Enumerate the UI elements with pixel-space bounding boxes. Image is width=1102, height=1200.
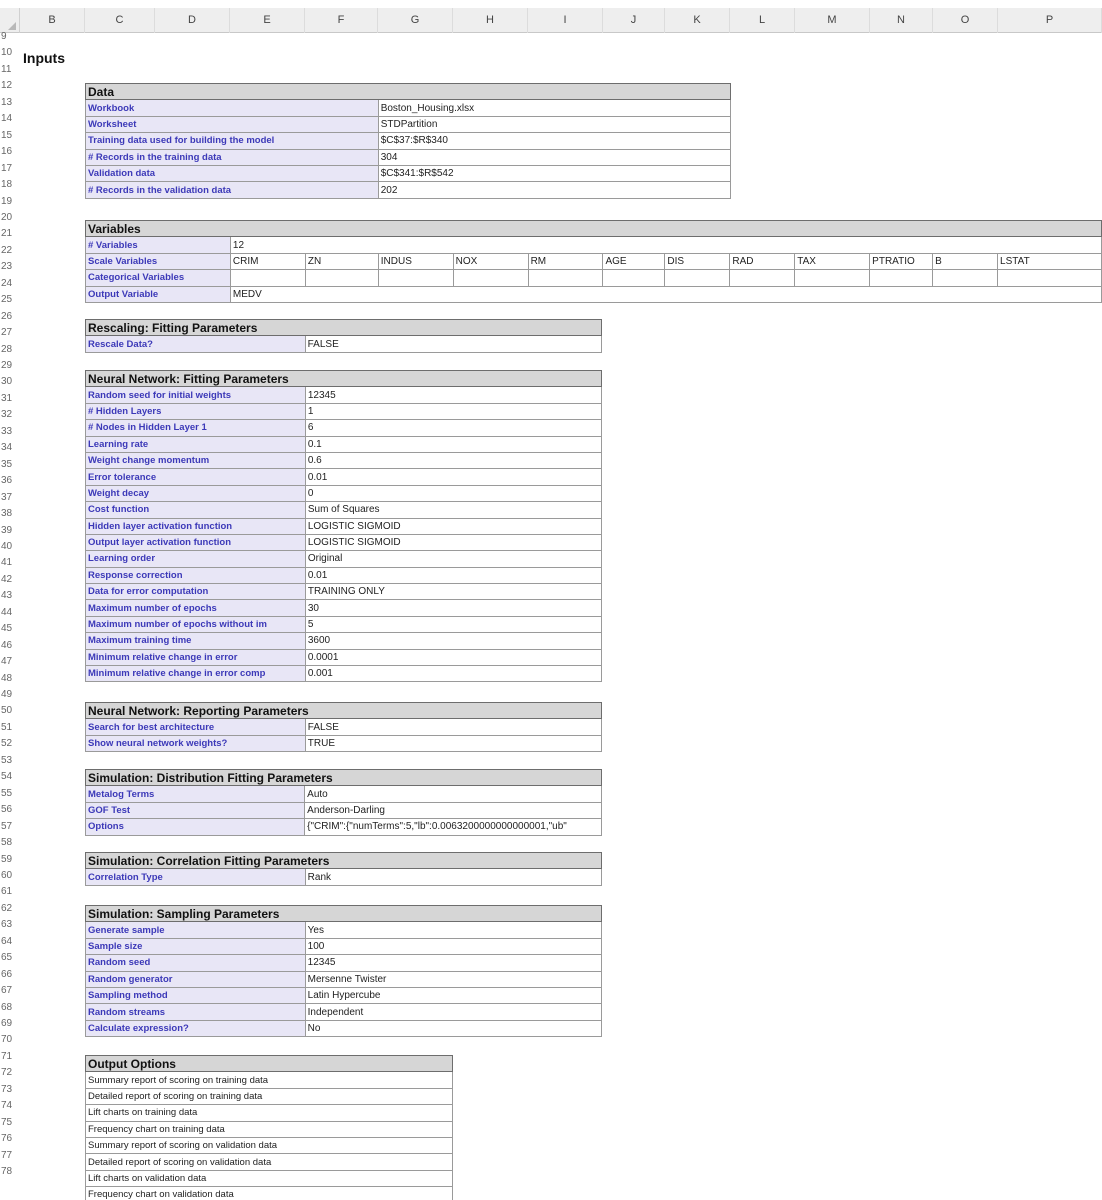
section-header: Simulation: Distribution Fitting Parameters <box>86 770 602 786</box>
row-number[interactable]: 76 <box>1 1133 13 1145</box>
param-value[interactable]: $C$341:$R$542 <box>378 165 730 181</box>
param-label[interactable]: Weight decay <box>86 485 306 501</box>
param-label[interactable]: Random seed <box>86 955 306 971</box>
row-number[interactable]: 21 <box>1 228 13 240</box>
param-label[interactable]: Sample size <box>86 938 306 954</box>
empty-cell[interactable] <box>870 270 933 286</box>
row-number[interactable]: 42 <box>1 573 13 585</box>
row-number[interactable]: 41 <box>1 557 13 569</box>
param-value[interactable]: 0.01 <box>305 567 601 583</box>
param-value[interactable]: 1 <box>305 403 601 419</box>
row-number[interactable]: 72 <box>1 1067 13 1079</box>
row-number[interactable]: 74 <box>1 1100 13 1112</box>
empty-cell[interactable] <box>305 270 378 286</box>
param-value[interactable]: 12345 <box>305 387 601 403</box>
empty-cell[interactable] <box>795 270 870 286</box>
row-header-bar <box>0 33 20 1200</box>
param-label[interactable]: Hidden layer activation function <box>86 518 306 534</box>
output-option-item[interactable]: Summary report of scoring on validation data <box>86 1137 453 1153</box>
param-value[interactable]: Mersenne Twister <box>305 971 601 987</box>
row-number[interactable]: 77 <box>1 1149 13 1161</box>
row-number[interactable]: 15 <box>1 129 13 141</box>
row-number[interactable]: 62 <box>1 902 13 914</box>
output-option-item[interactable]: Summary report of scoring on training data <box>86 1072 453 1088</box>
row-number[interactable]: 65 <box>1 952 13 964</box>
param-label[interactable]: Data for error computation <box>86 584 306 600</box>
param-value[interactable]: FALSE <box>305 336 601 352</box>
row-number[interactable]: 51 <box>1 721 13 733</box>
output-option-item[interactable]: Lift charts on training data <box>86 1105 453 1121</box>
param-label[interactable]: Metalog Terms <box>86 786 305 802</box>
param-label[interactable]: Random generator <box>86 971 306 987</box>
row-number[interactable]: 27 <box>1 327 13 339</box>
param-value[interactable]: No <box>305 1020 601 1036</box>
row-number[interactable]: 9 <box>1 31 7 42</box>
column-header-k[interactable]: K <box>665 8 730 33</box>
row-number[interactable]: 12 <box>1 80 13 92</box>
param-value[interactable]: 5 <box>305 616 601 632</box>
param-value[interactable]: $C$37:$R$340 <box>378 133 730 149</box>
row-number[interactable]: 73 <box>1 1083 13 1095</box>
row-number[interactable]: 53 <box>1 754 13 766</box>
param-value[interactable]: 30 <box>305 600 601 616</box>
param-label[interactable]: Maximum number of epochs <box>86 600 306 616</box>
param-label[interactable]: Worksheet <box>86 116 379 132</box>
param-label[interactable]: Validation data <box>86 165 379 181</box>
param-label[interactable]: Learning rate <box>86 436 306 452</box>
row-number[interactable]: 37 <box>1 491 13 503</box>
nn-fitting-table <box>85 370 602 682</box>
param-label[interactable]: Random streams <box>86 1004 306 1020</box>
param-label[interactable]: # Variables <box>86 237 231 253</box>
variable-cell[interactable]: B <box>933 253 998 269</box>
row-number[interactable]: 10 <box>1 47 13 59</box>
param-label[interactable]: Workbook <box>86 100 379 116</box>
row-number[interactable]: 26 <box>1 310 13 322</box>
row-number[interactable]: 11 <box>1 63 12 75</box>
param-value[interactable]: MEDV <box>230 286 1101 302</box>
param-label[interactable]: Minimum relative change in error <box>86 649 306 665</box>
column-header-n[interactable]: N <box>870 8 933 33</box>
empty-cell[interactable] <box>730 270 795 286</box>
row-number[interactable]: 58 <box>1 837 13 849</box>
row-number[interactable]: 24 <box>1 277 13 289</box>
column-header-b[interactable]: B <box>20 8 85 33</box>
variable-cell[interactable]: LSTAT <box>998 253 1102 269</box>
param-label[interactable]: Maximum training time <box>86 633 306 649</box>
sim-sampling-table <box>85 905 602 1037</box>
row-number[interactable]: 32 <box>1 409 13 421</box>
variable-cell[interactable]: ZN <box>305 253 378 269</box>
param-label[interactable]: Cost function <box>86 502 306 518</box>
section-header: Data <box>86 84 731 100</box>
sim-distribution-table <box>85 769 602 836</box>
param-label[interactable]: Scale Variables <box>86 253 231 269</box>
param-value[interactable]: Latin Hypercube <box>305 987 601 1003</box>
worksheet-grid <box>20 33 1102 1200</box>
row-number[interactable]: 33 <box>1 425 13 437</box>
column-header-g[interactable]: G <box>378 8 453 33</box>
column-header-d[interactable]: D <box>155 8 230 33</box>
param-value[interactable]: 0.1 <box>305 436 601 452</box>
column-header-c[interactable]: C <box>85 8 155 33</box>
row-number[interactable]: 36 <box>1 475 13 487</box>
row-number[interactable]: 54 <box>1 771 13 783</box>
row-number[interactable]: 30 <box>1 376 13 388</box>
param-value[interactable]: FALSE <box>305 719 601 735</box>
output-options-table <box>85 1055 453 1200</box>
variable-cell[interactable]: DIS <box>665 253 730 269</box>
column-header-j[interactable]: J <box>603 8 665 33</box>
param-value[interactable]: 202 <box>378 182 730 198</box>
variable-cell[interactable]: AGE <box>603 253 665 269</box>
row-number[interactable]: 25 <box>1 294 13 306</box>
column-header-l[interactable]: L <box>730 8 795 33</box>
row-number[interactable]: 61 <box>1 886 13 898</box>
nn-reporting-table <box>85 702 602 752</box>
row-number[interactable]: 47 <box>1 656 13 668</box>
param-value[interactable]: 100 <box>305 938 601 954</box>
variables-table <box>85 220 1102 303</box>
param-value[interactable]: TRAINING ONLY <box>305 584 601 600</box>
row-number[interactable]: 50 <box>1 705 13 717</box>
section-header: Neural Network: Fitting Parameters <box>86 371 602 387</box>
param-label[interactable]: # Nodes in Hidden Layer 1 <box>86 420 306 436</box>
column-header-h[interactable]: H <box>453 8 528 33</box>
row-number[interactable]: 14 <box>1 113 13 125</box>
param-label[interactable]: Random seed for initial weights <box>86 387 306 403</box>
param-value[interactable]: 304 <box>378 149 730 165</box>
row-number[interactable]: 71 <box>1 1050 13 1062</box>
row-number[interactable]: 40 <box>1 540 13 552</box>
empty-cell[interactable] <box>230 270 305 286</box>
row-number[interactable]: 29 <box>1 360 13 371</box>
param-label[interactable]: Learning order <box>86 551 306 567</box>
param-value[interactable]: 0.0001 <box>305 649 601 665</box>
row-number[interactable]: 43 <box>1 590 13 602</box>
param-value[interactable]: 12 <box>230 237 1101 253</box>
row-number[interactable]: 35 <box>1 458 13 470</box>
param-value[interactable]: Boston_Housing.xlsx <box>378 100 730 116</box>
param-value[interactable]: 0.001 <box>305 666 601 682</box>
row-number[interactable]: 23 <box>1 261 13 273</box>
output-option-item[interactable]: Frequency chart on training data <box>86 1121 453 1137</box>
param-label[interactable]: # Hidden Layers <box>86 403 306 419</box>
column-header-m[interactable]: M <box>795 8 870 33</box>
empty-cell[interactable] <box>998 270 1102 286</box>
data-table <box>85 83 731 199</box>
output-option-item[interactable]: Frequency chart on validation data <box>86 1187 453 1200</box>
param-value[interactable]: TRUE <box>305 735 601 751</box>
variable-cell[interactable]: RAD <box>730 253 795 269</box>
param-value[interactable]: LOGISTIC SIGMOID <box>305 518 601 534</box>
column-header-o[interactable]: O <box>933 8 998 33</box>
param-label[interactable]: Categorical Variables <box>86 270 231 286</box>
variable-cell[interactable]: TAX <box>795 253 870 269</box>
row-number[interactable]: 52 <box>1 738 13 750</box>
rescaling-table <box>85 319 602 353</box>
param-value[interactable]: 0.6 <box>305 452 601 468</box>
row-number[interactable]: 78 <box>1 1166 13 1178</box>
row-number[interactable]: 59 <box>1 853 13 865</box>
param-value[interactable]: 12345 <box>305 955 601 971</box>
param-label[interactable]: Rescale Data? <box>86 336 306 352</box>
output-option-item[interactable]: Detailed report of scoring on validation data <box>86 1154 453 1170</box>
row-number[interactable]: 22 <box>1 244 13 256</box>
param-value[interactable]: Original <box>305 551 601 567</box>
param-label[interactable]: Calculate expression? <box>86 1020 306 1036</box>
row-number[interactable]: 31 <box>1 392 13 404</box>
section-header: Output Options <box>86 1056 453 1072</box>
column-header-bar <box>0 8 1102 33</box>
empty-cell[interactable] <box>453 270 528 286</box>
row-number[interactable]: 13 <box>1 96 13 108</box>
page-title: Inputs <box>23 50 65 66</box>
row-number[interactable]: 57 <box>1 820 13 832</box>
param-label[interactable]: Training data used for building the model <box>86 133 379 149</box>
param-value[interactable]: Yes <box>305 922 601 938</box>
empty-cell[interactable] <box>528 270 603 286</box>
param-label[interactable]: Response correction <box>86 567 306 583</box>
variable-cell[interactable]: INDUS <box>378 253 453 269</box>
empty-cell[interactable] <box>665 270 730 286</box>
row-number[interactable]: 67 <box>1 985 13 997</box>
row-number[interactable]: 69 <box>1 1018 13 1029</box>
row-number[interactable]: 48 <box>1 672 13 684</box>
param-value[interactable]: Auto <box>305 786 602 802</box>
sim-correlation-table <box>85 852 602 886</box>
param-label[interactable]: Sampling method <box>86 987 306 1003</box>
row-number[interactable]: 60 <box>1 869 13 881</box>
param-value[interactable]: 0 <box>305 485 601 501</box>
row-number[interactable]: 18 <box>1 179 13 191</box>
row-number[interactable]: 49 <box>1 689 13 700</box>
param-label[interactable]: Error tolerance <box>86 469 306 485</box>
section-header: Neural Network: Reporting Parameters <box>86 703 602 719</box>
column-header-p[interactable]: P <box>998 8 1102 33</box>
empty-cell[interactable] <box>378 270 453 286</box>
param-label[interactable]: Search for best architecture <box>86 719 306 735</box>
param-label[interactable]: Correlation Type <box>86 869 306 885</box>
row-number[interactable]: 45 <box>1 623 13 635</box>
param-label[interactable]: Output layer activation function <box>86 534 306 550</box>
row-number[interactable]: 68 <box>1 1001 13 1013</box>
variable-cell[interactable]: PTRATIO <box>870 253 933 269</box>
param-label[interactable]: Options <box>86 819 305 835</box>
param-value[interactable]: 3600 <box>305 633 601 649</box>
param-label[interactable]: # Records in the validation data <box>86 182 379 198</box>
row-number[interactable]: 16 <box>1 146 13 158</box>
column-header-i[interactable]: I <box>528 8 603 33</box>
row-number[interactable]: 28 <box>1 343 13 355</box>
row-number[interactable]: 34 <box>1 442 13 454</box>
row-number[interactable]: 20 <box>1 211 13 223</box>
row-number[interactable]: 19 <box>1 195 13 207</box>
param-label[interactable]: Minimum relative change in error comp <box>86 666 306 682</box>
param-label[interactable]: # Records in the training data <box>86 149 379 165</box>
row-number[interactable]: 38 <box>1 508 13 520</box>
row-number[interactable]: 55 <box>1 787 13 799</box>
column-header-e[interactable]: E <box>230 8 305 33</box>
row-number[interactable]: 44 <box>1 606 13 618</box>
param-value[interactable]: STDPartition <box>378 116 730 132</box>
param-label[interactable]: GOF Test <box>86 802 305 818</box>
param-value[interactable]: LOGISTIC SIGMOID <box>305 534 601 550</box>
param-value[interactable]: Sum of Squares <box>305 502 601 518</box>
variable-cell[interactable]: NOX <box>453 253 528 269</box>
row-number[interactable]: 46 <box>1 639 13 651</box>
column-header-f[interactable]: F <box>305 8 378 33</box>
param-label[interactable]: Weight change momentum <box>86 452 306 468</box>
param-label[interactable]: Generate sample <box>86 922 306 938</box>
param-value[interactable]: Independent <box>305 1004 601 1020</box>
row-number[interactable]: 63 <box>1 919 13 931</box>
param-value[interactable]: Rank <box>305 869 601 885</box>
section-header: Simulation: Sampling Parameters <box>86 906 602 922</box>
output-option-item[interactable]: Lift charts on validation data <box>86 1170 453 1186</box>
variable-cell[interactable]: CRIM <box>230 253 305 269</box>
param-label[interactable]: Output Variable <box>86 286 231 302</box>
row-number[interactable]: 70 <box>1 1034 13 1046</box>
row-number[interactable]: 66 <box>1 968 13 980</box>
row-number[interactable]: 75 <box>1 1116 13 1128</box>
param-value[interactable]: {"CRIM":{"numTerms":5,"lb":0.0063200000000000001,"ub" <box>305 819 602 835</box>
section-header: Rescaling: Fitting Parameters <box>86 320 602 336</box>
empty-cell[interactable] <box>603 270 665 286</box>
row-number[interactable]: 64 <box>1 935 13 947</box>
row-number[interactable]: 17 <box>1 162 13 174</box>
param-value[interactable]: 6 <box>305 420 601 436</box>
param-label[interactable]: Show neural network weights? <box>86 735 306 751</box>
variable-cell[interactable]: RM <box>528 253 603 269</box>
row-number[interactable]: 56 <box>1 804 13 816</box>
param-label[interactable]: Maximum number of epochs without im <box>86 616 306 632</box>
param-value[interactable]: 0.01 <box>305 469 601 485</box>
row-number[interactable]: 39 <box>1 524 13 536</box>
empty-cell[interactable] <box>933 270 998 286</box>
section-header: Simulation: Correlation Fitting Parameters <box>86 853 602 869</box>
param-value[interactable]: Anderson-Darling <box>305 802 602 818</box>
section-header: Variables <box>86 221 1102 237</box>
output-option-item[interactable]: Detailed report of scoring on training data <box>86 1088 453 1104</box>
